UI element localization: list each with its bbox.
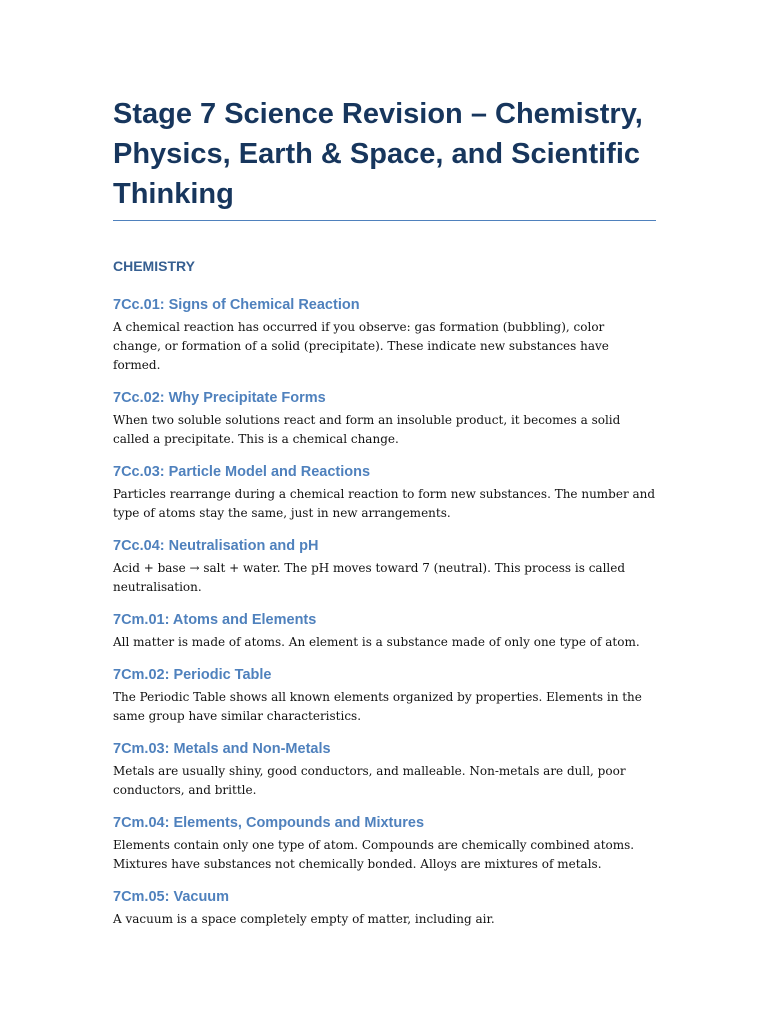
- topic-heading: 7Cc.04: Neutralisation and pH: [113, 538, 319, 554]
- section-heading: CHEMISTRY: [113, 258, 195, 274]
- topic-7cc01: [113, 296, 656, 375]
- topic-heading: 7Cm.02: Periodic Table: [113, 667, 272, 683]
- section-chemistry: [113, 257, 656, 929]
- topic-body: A chemical reaction has occurred if you observe: gas formation (bubbling), color change, or formation of a solid (precipitate). These indicate new substances have formed.: [113, 320, 609, 372]
- topic-heading: 7Cm.03: Metals and Non-Metals: [113, 741, 331, 757]
- topic-7cm04: [113, 814, 656, 874]
- topic-body: Metals are usually shiny, good conductors, and malleable. Non-metals are dull, poor conductors, and brittle.: [113, 764, 626, 797]
- topic-body: Particles rearrange during a chemical reaction to form new substances. The number and type of atoms stay the same, just in new arrangements.: [113, 487, 656, 520]
- topic-7cm03: [113, 740, 656, 800]
- topic-body: Acid + base → salt + water. The pH moves toward 7 (neutral). This process is called neutralisation.: [113, 561, 626, 594]
- topic-body: The Periodic Table shows all known elements organized by properties. Elements in the same group have similar characteristics.: [113, 690, 642, 723]
- topic-heading: 7Cm.04: Elements, Compounds and Mixtures: [113, 815, 425, 831]
- topic-body: A vacuum is a space completely empty of matter, including air.: [113, 912, 495, 926]
- topic-heading: 7Cm.05: Vacuum: [113, 889, 230, 905]
- topic-7cm02: [113, 666, 656, 726]
- topic-heading: 7Cc.02: Why Precipitate Forms: [113, 390, 326, 406]
- topic-7cc03: [113, 463, 656, 523]
- topic-7cm05: [113, 888, 656, 929]
- topic-body: Elements contain only one type of atom. Compounds are chemically combined atoms. Mixtures have substances not chemically bonded. Alloys are mixtures of metals.: [113, 838, 635, 871]
- topic-7cm01: [113, 611, 656, 652]
- topic-7cc02: [113, 389, 656, 449]
- topic-heading: 7Cc.03: Particle Model and Reactions: [113, 464, 371, 480]
- document-title: Stage 7 Science Revision – Chemistry, Physics, Earth & Space, and Scientific Thinking: [113, 94, 656, 221]
- topic-7cc04: [113, 537, 656, 597]
- topic-heading: 7Cm.01: Atoms and Elements: [113, 612, 317, 628]
- topic-heading: 7Cc.01: Signs of Chemical Reaction: [113, 297, 360, 313]
- topic-body: All matter is made of atoms. An element is a substance made of only one type of atom.: [113, 635, 640, 649]
- topic-body: When two soluble solutions react and form an insoluble product, it becomes a solid called a precipitate. This is a chemical change.: [113, 413, 621, 446]
- document-page: [113, 94, 656, 929]
